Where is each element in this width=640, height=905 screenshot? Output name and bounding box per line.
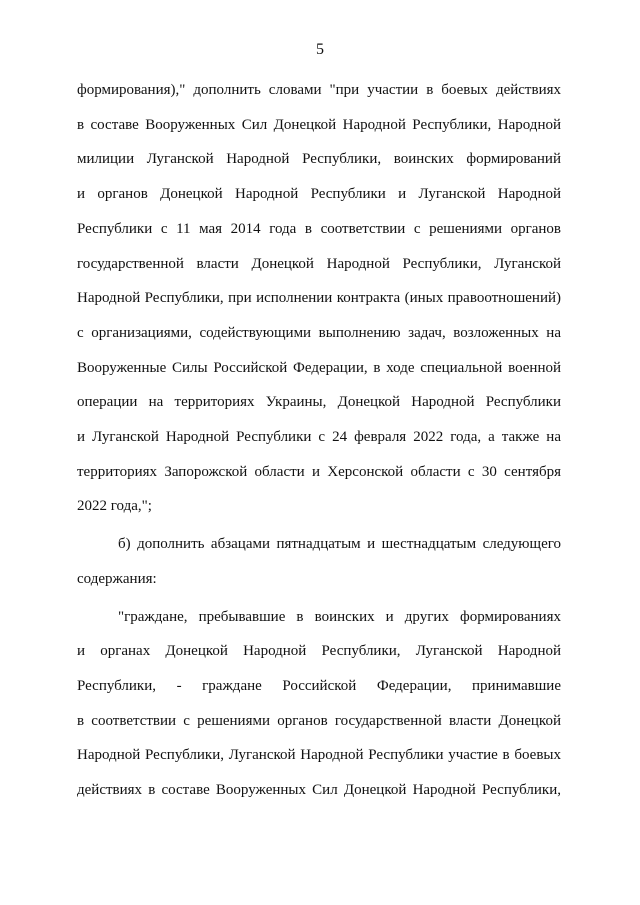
paragraph-quoted-definition <box>77 600 561 808</box>
text-line: 2022 года,"; <box>77 498 152 515</box>
text-line: в составе Вооруженных Сил Донецкой Народной Республики, Народной <box>77 116 561 133</box>
text-line: "граждане, пребывавшие в воинских и других формированиях <box>118 608 561 625</box>
text-line: содержания: <box>77 570 157 587</box>
text-line: и органах Донецкой Народной Республики, Луганской Народной <box>77 643 561 660</box>
text-line: Вооруженные Силы Российской Федерации, в ходе специальной военной <box>77 359 561 376</box>
document-body <box>77 73 561 808</box>
text-line: формирования)," дополнить словами "при участии в боевых действиях <box>77 82 561 98</box>
text-line: и Луганской Народной Республики с 24 февраля 2022 года, а также на <box>77 429 561 446</box>
paragraph-item-b <box>77 527 561 596</box>
text-line: Народной Республики, Луганской Народной Республики участие в боевых <box>77 747 561 764</box>
text-line: милиции Луганской Народной Республики, воинских формирований <box>77 151 561 168</box>
text-line: государственной власти Донецкой Народной Республики, Луганской <box>77 255 561 272</box>
paragraph-amendment-text <box>77 73 561 524</box>
text-line: Народной Республики, при исполнении контракта (иных правоотношений) <box>77 290 561 307</box>
text-line: б) дополнить абзацами пятнадцатым и шестнадцатым следующего <box>118 536 561 553</box>
text-line: действиях в составе Вооруженных Сил Донецкой Народной Республики, <box>77 782 561 799</box>
page-number: 5 <box>316 41 324 58</box>
text-line: Республики с 11 мая 2014 года в соответствии с решениями органов <box>77 220 561 237</box>
text-line: с организациями, содействующими выполнению задач, возложенных на <box>77 324 561 341</box>
text-line: территориях Запорожской области и Херсонской области с 30 сентября <box>77 463 561 480</box>
text-line: Республики, - граждане Российской Федерации, принимавшие <box>77 677 561 694</box>
text-line: в соответствии с решениями органов государственной власти Донецкой <box>77 712 561 729</box>
text-line: и органов Донецкой Народной Республики и Луганской Народной <box>77 186 561 203</box>
text-line: операции на территориях Украины, Донецкой Народной Республики <box>77 394 561 411</box>
